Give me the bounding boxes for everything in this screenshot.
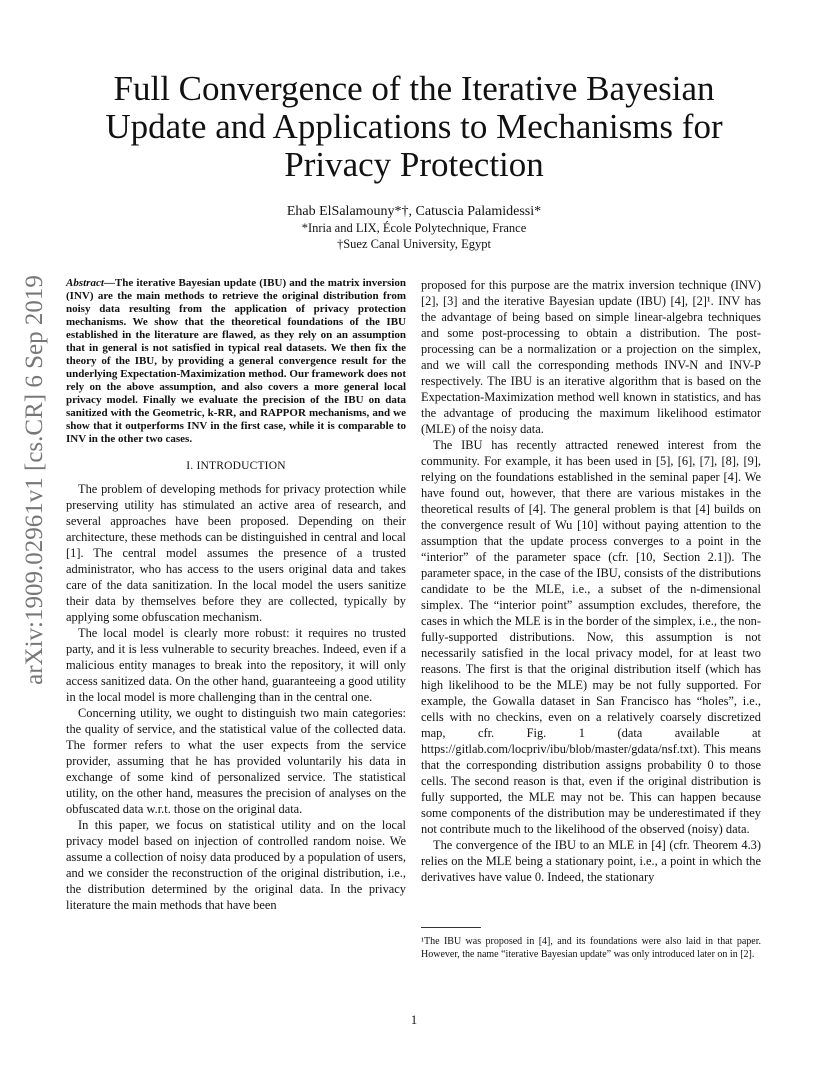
paragraph: proposed for this purpose are the matrix inversion technique (INV) [2], [3] and the iterative Bayesian update (IBU) [4], [2]¹. INV has the advantage of being based on simple linear-algebra techniques and some post-processing to obtain a distribution. The post-processing can be a normalization or a projection on the simplex, and we will call the corresponding methods INV-N and INV-P respectively. The IBU is an iterative algorithm that is based on the Expectation-Maximization method well known in statistics, and has the advantage of producing the maximum likelihood estimator (MLE) of the noisy data. [421, 278, 761, 436]
left-column [66, 277, 406, 913]
page-number: 1 [410, 1013, 418, 1027]
paper-title: Full Convergence of the Iterative Bayesian Update and Applications to Mechanisms for Privacy Protection [105, 69, 723, 184]
paragraph: In this paper, we focus on statistical utility and on the local privacy model based on injection of controlled random noise. We assume a collection of noisy data produced by a population of users, and we consider the reconstruction of the original distribution, i.e., the distribution determined by the original data. In the privacy literature the main methods that have been [66, 818, 406, 912]
footnote: ¹The IBU was proposed in [4], and its foundations were also laid in that paper. However, the name “iterative Bayesian update” was only introduced later on in [2]. [421, 936, 761, 960]
paragraph: The IBU has recently attracted renewed interest from the community. For example, it has been used in [5], [6], [7], [8], [9], relying on the foundations established in the seminal paper [4]. We have found out, however, that there are various mistakes in the theoretical results of [4]. The general problem is that [4] builds on the convergence result of Wu [10] without paying attention to the assumption that the update process converges to a point in the “interior” of the parameter space (cfr. [10, Section 2.1]). The parameter space, in the case of the IBU, consists of the distributions candidate to be the MLE, i.e., a subset of the n-dimensional simplex. The “interior point” assumption excludes, therefore, the cases in which the MLE is in the border of the simplex, i.e., the non-fully-supported distributions. Now, this assumption is not necessarily satisfied in the local privacy model, for at least two reasons. The first is that the original distribution itself (which has high likelihood to be the MLE) may be not fully supported. For example, the Gowalla dataset in San Francisco has “holes”, i.e., cells with no checkins, even on a relatively coarsely discretized map, cfr. Fig. 1 (data available at https://gitlab.com/locpriv/ibu/blob/master/gdata/nsf.txt). This means that the corresponding distribution assigns probability 0 to those cells. The second reason is that, even if the original distribution is fully supported, the MLE may not be. This can happen because some components of the distribution may be underestimated if they not contribute much to the likelihood of the observed (noisy) data. [421, 438, 761, 836]
abstract-text: —The iterative Bayesian update (IBU) and the matrix inversion (INV) are the main methods to retrieve the original distribution from noisy data resulting from the application of privacy protection mechanisms. We show that the theoretical foundations of the IBU established in the literature are flawed, as they rely on an assumption that in general is not satisfied in typical real datasets. We then fix the theory of the IBU, by providing a general convergence result for the underlying Expectation-Maximization method. Our framework does not rely on the above assumption, and also covers a more general local privacy model. Finally we evaluate the precision of the IBU on data sanitized with the Geometric, k-RR, and RAPPOR mechanisms, and we show that it outperforms INV in the first case, while it is comparable to INV in the other two cases. [66, 277, 406, 445]
affiliation-1: *Inria and LIX, École Polytechnique, France [301, 221, 527, 235]
paragraph: The convergence of the IBU to an MLE in [4] (cfr. Theorem 4.3) relies on the MLE being a stationary point, i.e., a point in which the derivatives have value 0. Indeed, the stationary [421, 838, 761, 884]
paragraph: Concerning utility, we ought to distinguish two main categories: the quality of service, and the statistical value of the collected data. The former refers to what the user expects from the service provider, assuming that he has provided voluntarily his data in exchange of some kind of personalized service. The statistical utility, on the other hand, measures the precision of analyses on the obfuscated data w.r.t. those on the original data. [66, 706, 406, 816]
abstract [66, 277, 406, 446]
author-list: Ehab ElSalamouny*†, Catuscia Palamidessi* [286, 204, 542, 219]
abstract-lead: Abstract [66, 277, 104, 289]
paragraph: The local model is clearly more robust: it requires no trusted party, and it is less vulnerable to security breaches. Indeed, even if a malicious entity manages to break into the repository, it will only access sanitized data. On the other hand, guaranteeing a good utility in the local model is more challenging than in the central one. [66, 626, 406, 704]
paragraph: The problem of developing methods for privacy protection while preserving utility has stimulated an active area of research, and several approaches have been proposed. Depending on their architecture, these methods can be distinguished in central and local [1]. The central model assumes the presence of a trusted administrator, who has access to the users original data and takes care of the data sanitization. In the local model the users sanitize their data by themselves before they are collected, typically by applying some obfuscation mechanism. [66, 482, 406, 624]
section-heading-introduction: I. INTRODUCTION [186, 460, 286, 472]
affiliation-2: †Suez Canal University, Egypt [336, 237, 492, 251]
footnote-divider [421, 927, 481, 928]
arxiv-identifier: arXiv:1909.02961v1 [cs.CR] 6 Sep 2019 [21, 275, 48, 685]
right-column [421, 277, 761, 885]
